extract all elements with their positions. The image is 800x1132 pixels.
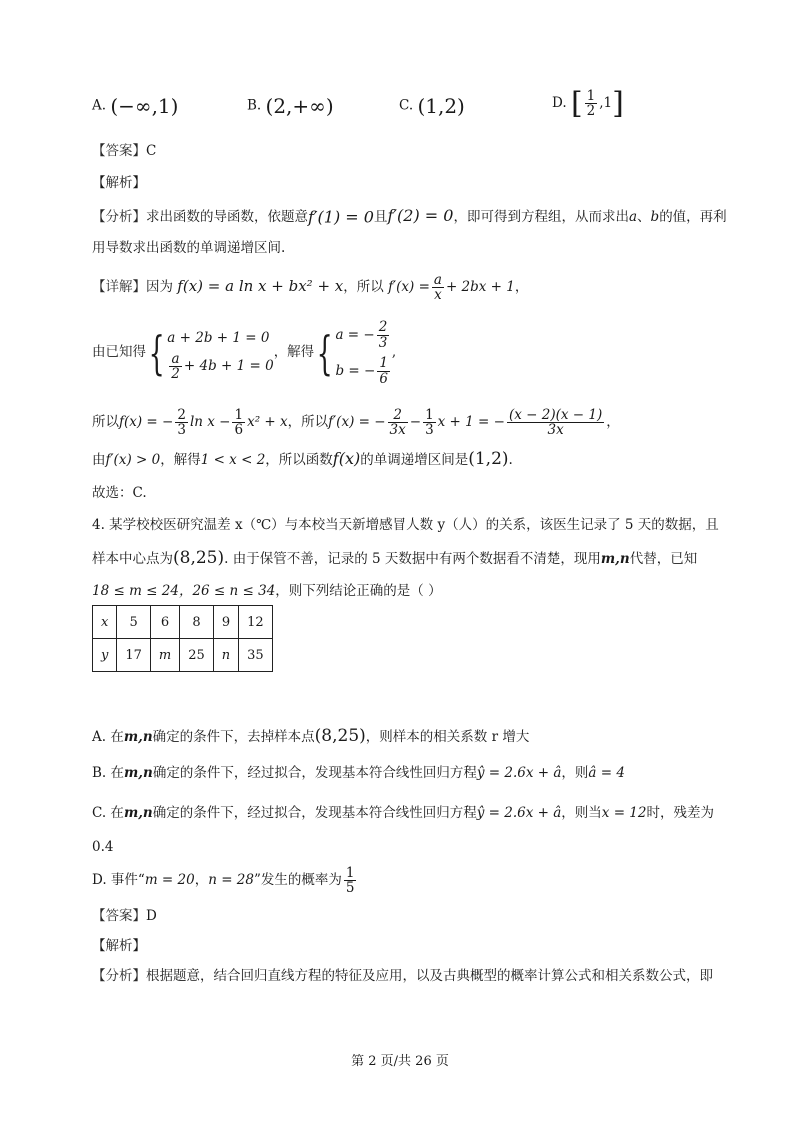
equation-1: a + 2b + 1 = 0 bbox=[167, 329, 270, 346]
detail-text: ，解得 bbox=[273, 344, 315, 360]
detail-text: ， bbox=[606, 414, 620, 430]
option-c-value: (1,2) bbox=[417, 94, 465, 118]
table-cell: 5 bbox=[117, 606, 151, 639]
bracket-close: ] bbox=[612, 86, 624, 121]
answer-tag: 【答案】 bbox=[92, 908, 146, 924]
option-text: 确定的条件下，去掉样本点 bbox=[152, 729, 315, 745]
fraction-numerator: 1 bbox=[345, 864, 355, 881]
fraction-denominator: 6 bbox=[234, 422, 244, 438]
q4-text: 代替，已知 bbox=[629, 551, 698, 567]
detail-line-1 bbox=[92, 266, 528, 307]
math-expression: f′(x) = bbox=[388, 279, 430, 295]
option-d-fraction bbox=[585, 89, 598, 118]
fenxi-text: 求出函数的导函数，依题意 bbox=[146, 209, 308, 225]
math-fraction bbox=[169, 352, 182, 381]
option-b bbox=[247, 94, 334, 118]
option-c bbox=[399, 94, 465, 118]
fenxi-text: 且 bbox=[373, 209, 388, 225]
table-cell: x bbox=[93, 606, 117, 639]
answer-tag: 【答案】 bbox=[92, 143, 146, 159]
fraction-denominator: 3 bbox=[378, 334, 388, 351]
q4-option-d bbox=[92, 860, 358, 900]
fraction-denominator: 3 bbox=[177, 422, 186, 438]
option-text: D. 事件“ bbox=[92, 872, 145, 888]
detail-text: . bbox=[508, 452, 513, 468]
option-a-label: A. bbox=[92, 97, 107, 114]
option-b-label: B. bbox=[247, 97, 262, 114]
table-cell: 35 bbox=[239, 639, 273, 672]
math-expression: ŷ = 2.6x + â bbox=[476, 765, 562, 781]
table-cell: 9 bbox=[213, 606, 238, 639]
answer-line-1 bbox=[92, 140, 156, 162]
answer-value: D bbox=[146, 908, 157, 924]
fenxi-line-2: 用导数求出函数的单调递增区间. bbox=[92, 240, 286, 256]
q4-line-3 bbox=[92, 580, 442, 602]
detail-text: 因为 bbox=[146, 279, 173, 295]
detail-line-increase bbox=[92, 448, 513, 471]
left-brace: { bbox=[316, 325, 333, 380]
math-expression: (8,25) bbox=[314, 726, 366, 746]
math-expression: ln x − bbox=[189, 414, 231, 430]
system-line bbox=[92, 312, 396, 392]
fraction-denominator: 3 bbox=[425, 422, 434, 438]
data-table bbox=[92, 605, 273, 672]
option-text: ， bbox=[194, 872, 209, 888]
option-text: 时，残差为 bbox=[646, 805, 714, 821]
option-d-rest: ,1 bbox=[599, 95, 613, 111]
math-expression: f(x) = a ln x + bx² + x bbox=[177, 277, 344, 295]
fenxi-tag: 【分析】 bbox=[92, 209, 146, 225]
option-a bbox=[92, 94, 178, 118]
fraction-denominator: 3x bbox=[389, 422, 406, 438]
analysis-tag-1: 【解析】 bbox=[92, 175, 146, 191]
option-text: ，则样本的相关系数 r 增大 bbox=[365, 729, 530, 745]
equation-system bbox=[167, 324, 273, 381]
detail-text: 的单调递增区间是 bbox=[360, 452, 469, 468]
math-fraction bbox=[423, 408, 436, 437]
q4-option-c-cont: 0.4 bbox=[92, 839, 114, 855]
detail-text: 由 bbox=[92, 452, 106, 468]
math-expression: 18 ≤ m ≤ 24，26 ≤ n ≤ 34 bbox=[92, 583, 276, 599]
detail-text: ，所以 bbox=[343, 279, 384, 295]
math-expression: (8,25) bbox=[173, 548, 225, 568]
math-expression: m,n bbox=[600, 551, 630, 567]
fraction-numerator: 2 bbox=[177, 406, 186, 423]
math-fraction bbox=[232, 408, 245, 437]
answer-value: C bbox=[146, 143, 157, 159]
answer-line-2 bbox=[92, 905, 157, 927]
choose-line: 故选：C. bbox=[92, 485, 147, 501]
q4-line-2 bbox=[92, 547, 697, 570]
option-text: A. 在 bbox=[92, 729, 124, 745]
detail-text: ，所以 bbox=[287, 414, 329, 430]
solution-system bbox=[335, 317, 391, 389]
option-c-label: C. bbox=[399, 97, 414, 114]
fraction-denominator: x bbox=[434, 287, 442, 303]
q4-text: ，则下列结论正确的是（ ） bbox=[275, 583, 442, 599]
fraction-denominator: 2 bbox=[171, 366, 180, 382]
math-expression: x² + x bbox=[247, 414, 288, 430]
option-a-value: (−∞,1) bbox=[110, 94, 179, 118]
math-expression: (1,2) bbox=[468, 449, 509, 469]
math-expression: − bbox=[409, 414, 422, 430]
fenxi-tag: 【分析】 bbox=[92, 968, 146, 984]
math-fraction bbox=[432, 273, 444, 302]
option-d bbox=[552, 86, 624, 121]
math-expression: x = 12 bbox=[601, 805, 647, 821]
q4-option-c bbox=[92, 802, 714, 824]
option-text: ，则当 bbox=[561, 805, 602, 821]
fraction-numerator: 2 bbox=[388, 408, 408, 423]
detail-tag: 【详解】 bbox=[92, 279, 146, 295]
math-fraction bbox=[507, 408, 604, 437]
math-expression: m = 20 bbox=[144, 872, 195, 888]
fraction-denominator: 3x bbox=[547, 422, 564, 438]
fraction-numerator: 1 bbox=[234, 406, 244, 423]
option-text: B. 在 bbox=[92, 765, 125, 781]
q4-text: 样本中心点为 bbox=[92, 551, 173, 567]
option-d-denominator: 2 bbox=[586, 103, 596, 119]
q4-text: . 由于保管不善，记录的 5 天数据中有两个数据看不清楚，现用 bbox=[224, 551, 601, 567]
table-cell: n bbox=[213, 639, 238, 672]
fraction-numerator: 1 bbox=[425, 406, 434, 423]
math-expression: f(x) = − bbox=[119, 414, 174, 430]
fraction-denominator: 6 bbox=[379, 370, 388, 387]
equation-2: + 4b + 1 = 0 bbox=[183, 358, 274, 374]
option-text: 确定的条件下，经过拟合，发现基本符合线性回归方程 bbox=[152, 805, 477, 821]
table-cell: 6 bbox=[150, 606, 179, 639]
option-d-numerator: 1 bbox=[586, 87, 596, 104]
detail-text: 由已知得 bbox=[92, 344, 146, 360]
table-cell: 12 bbox=[239, 606, 273, 639]
fenxi-text: 根据题意，结合回归直线方程的特征及应用，以及古典概型的概率计算公式和相关系数公式，即 bbox=[146, 968, 713, 984]
fenxi-text: 、 bbox=[637, 209, 651, 225]
table-cell: 8 bbox=[180, 606, 214, 639]
option-text: ”发生的概率为 bbox=[253, 872, 342, 888]
detail-text: , bbox=[391, 344, 397, 360]
math-expression: ŷ = 2.6x + â bbox=[476, 805, 562, 821]
math-expression: f′(1) = 0 bbox=[308, 207, 374, 227]
math-fraction bbox=[175, 408, 188, 437]
detail-text: ，所以函数 bbox=[265, 452, 333, 468]
math-fraction bbox=[377, 320, 390, 349]
fraction-numerator: a bbox=[169, 352, 182, 367]
bracket-open: [ bbox=[570, 86, 583, 121]
math-variable: b bbox=[650, 209, 660, 225]
option-d-label: D. bbox=[552, 95, 567, 111]
option-text: 确定的条件下，经过拟合，发现基本符合线性回归方程 bbox=[152, 765, 477, 781]
math-expression: f′(2) = 0 bbox=[387, 206, 454, 225]
math-expression: 1 < x < 2 bbox=[200, 452, 266, 468]
q4-line-1: 4. 某学校校医研究温差 x（℃）与本校当天新增感冒人数 y（人）的关系，该医生记录了 5 天的数据，且 bbox=[92, 517, 719, 533]
math-expression: + 2bx + 1 bbox=[445, 279, 515, 295]
option-b-value: (2,+∞) bbox=[265, 94, 334, 118]
option-text: ，则 bbox=[561, 765, 589, 781]
detail-line-f bbox=[92, 402, 620, 442]
fenxi-line-1 bbox=[92, 205, 727, 229]
detail-text: 所以 bbox=[92, 414, 119, 430]
math-expression: x + 1 = − bbox=[437, 414, 505, 430]
table-cell: m bbox=[150, 639, 179, 672]
math-expression: f(x) bbox=[332, 449, 361, 468]
analysis-tag-2: 【解析】 bbox=[92, 938, 146, 954]
fenxi-text: 的值，再利 bbox=[659, 209, 727, 225]
q4-option-b bbox=[92, 762, 625, 784]
math-expression: m,n bbox=[123, 805, 153, 821]
table-cell: y bbox=[93, 639, 117, 672]
fenxi-line-q4 bbox=[92, 965, 713, 987]
table-cell: 17 bbox=[117, 639, 151, 672]
fraction-denominator: 5 bbox=[345, 880, 355, 896]
math-expression: m,n bbox=[123, 729, 153, 745]
math-expression: â = 4 bbox=[588, 765, 625, 781]
fenxi-text: ，即可得到方程组，从而求出 bbox=[453, 209, 629, 225]
option-text: C. 在 bbox=[92, 805, 124, 821]
math-expression: m,n bbox=[124, 765, 153, 781]
fraction-numerator: 2 bbox=[378, 319, 388, 336]
math-expression: f′(x) > 0 bbox=[105, 452, 161, 468]
page-footer: 第 2 页/共 26 页 bbox=[351, 1054, 449, 1069]
fraction-numerator: 1 bbox=[379, 355, 388, 372]
math-expression: f′(x) = − bbox=[328, 414, 386, 430]
q4-option-a bbox=[92, 725, 529, 748]
math-variable: a bbox=[628, 209, 638, 225]
table-cell: 25 bbox=[180, 639, 214, 672]
math-fraction bbox=[388, 408, 408, 437]
detail-text: ，解得 bbox=[160, 452, 201, 468]
math-fraction bbox=[377, 356, 390, 385]
solution-b: b = − bbox=[335, 362, 376, 379]
left-brace: { bbox=[148, 325, 165, 380]
table-row bbox=[93, 606, 273, 639]
table-row bbox=[93, 639, 273, 672]
math-expression: n = 28 bbox=[208, 872, 254, 888]
fraction-numerator: (x − 2)(x − 1) bbox=[508, 406, 603, 423]
fraction-numerator: a bbox=[433, 271, 442, 288]
math-fraction bbox=[344, 866, 357, 895]
solution-a: a = − bbox=[335, 326, 375, 343]
detail-text: ， bbox=[514, 279, 529, 295]
